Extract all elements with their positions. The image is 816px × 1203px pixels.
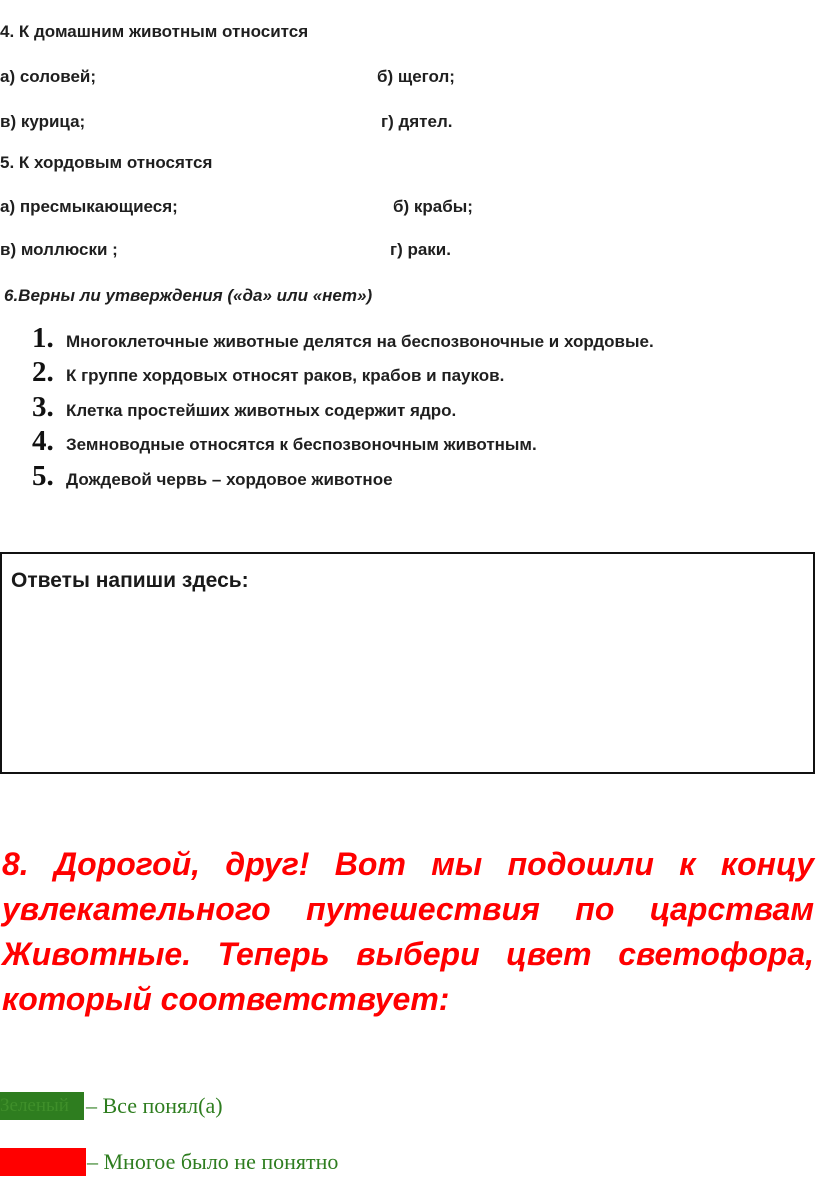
final-message: 8. Дорогой, друг! Вот мы подошли к концу увлекательного путешествия по царствам Животные. Теперь выбери цвет светофора, который соответствует:: [2, 846, 814, 1017]
question-5-title: 5. К хордовым относятся: [0, 153, 213, 172]
legend-green-text: – Все понял(а): [86, 1093, 223, 1118]
statement-number: 4.: [32, 425, 54, 457]
question-4-option-a: а) соловей;: [0, 67, 97, 86]
statement-item: [32, 356, 504, 389]
legend-red-row: [0, 1148, 338, 1176]
question-4-option-g: г) дятел.: [381, 112, 453, 131]
red-swatch[interactable]: [0, 1148, 86, 1176]
question-5-option-v: в) моллюски ;: [0, 240, 118, 259]
statement-text: Многоклеточные животные делятся на беспозвоночные и хордовые.: [66, 332, 654, 351]
statement-text: Дождевой червь – хордовое животное: [66, 470, 393, 489]
question-6-title: 6.Верны ли утверждения («да» или «нет»): [4, 286, 373, 305]
legend-red-text: – Многое было не понятно: [87, 1149, 339, 1174]
question-5-option-a: а) пресмыкающиеся;: [0, 197, 178, 216]
statement-item: [32, 425, 537, 458]
statement-number: 3.: [32, 391, 54, 423]
question-4-option-v: в) курица;: [0, 112, 86, 131]
statement-text: К группе хордовых относят раков, крабов и пауков.: [66, 366, 505, 385]
statement-item: [32, 391, 456, 424]
question-4-title: 4. К домашним животным относится: [0, 22, 309, 41]
answer-box[interactable]: [0, 552, 815, 774]
statement-item: [32, 460, 393, 493]
statement-text: Клетка простейших животных содержит ядро.: [66, 401, 457, 420]
statement-number: 1.: [32, 322, 54, 354]
statement-text: Земноводные относятся к беспозвоночным животным.: [66, 435, 537, 454]
question-5-option-g: г) раки.: [390, 240, 451, 259]
statement-number: 2.: [32, 356, 54, 388]
statement-number: 5.: [32, 460, 54, 492]
question-4-option-b: б) щегол;: [377, 67, 455, 86]
green-swatch[interactable]: Зеленый: [0, 1092, 84, 1120]
answer-box-label: Ответы напиши здесь:: [11, 569, 249, 592]
question-5-option-b: б) крабы;: [393, 197, 473, 216]
legend-green-row: [0, 1092, 223, 1120]
statement-item: [32, 322, 654, 355]
